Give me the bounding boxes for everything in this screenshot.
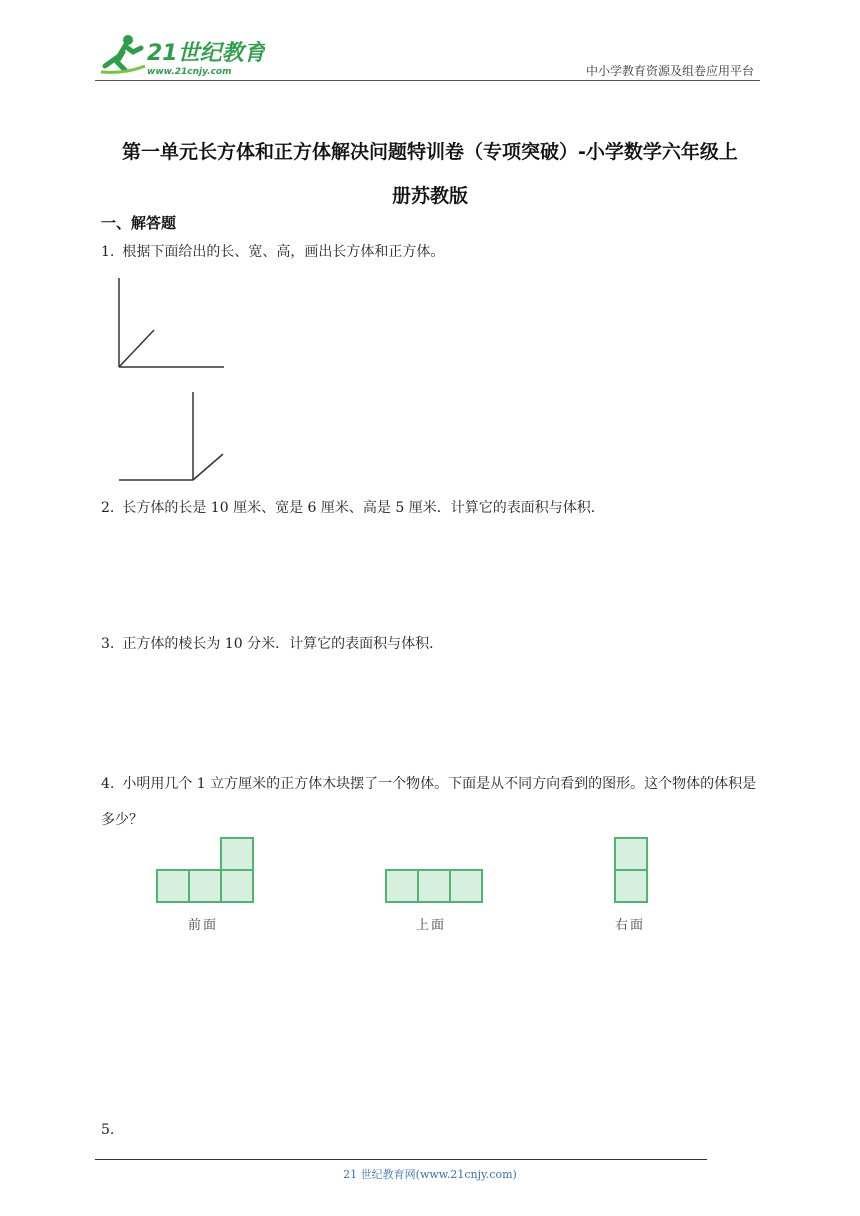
question-number: 2. [101,500,115,516]
question-3 [101,630,766,658]
header-tagline: 中小学教育资源及组卷应用平台 [585,64,754,78]
question-text: 小明用几个 1 立方厘米的正方体木块摆了一个物体。下面是从不同方向看到的图形。这个物体的体积是多少？ [101,776,757,828]
runner-logo-icon [95,30,265,78]
page-title [95,130,765,218]
header-divider [95,80,760,81]
top-view [386,870,482,902]
question-2 [101,494,766,522]
question-number: 4. [101,776,115,792]
cuboid-axes [119,278,224,367]
question-text: 正方体的棱长为 10 分米．计算它的表面积与体积． [122,636,444,652]
site-logo [95,30,265,78]
question-number: 1. [101,244,115,260]
question-4 [101,766,766,838]
section-heading: 一、解答题 [101,214,177,232]
question-1 [101,238,766,266]
page-footer: 21 世纪教育网(www.21cnjy.com) [343,1168,517,1181]
view-shapes [150,832,670,912]
page-header [95,30,760,80]
right-view-label: 右面 [615,918,646,933]
logo-text: 21世纪教育 [147,41,265,66]
question-number: 5. [101,1122,115,1138]
cube-axes [119,392,223,480]
front-view [157,838,253,902]
axes-diagram [100,270,240,485]
question-number: 3. [101,636,115,652]
top-view-label: 上面 [416,918,447,933]
view-diagrams [150,832,670,942]
logo-url: www.21cnjy.com [147,67,232,77]
right-view [615,838,647,902]
front-view-label: 前面 [188,918,219,933]
question-5 [101,1116,766,1144]
title-line-2: 册苏教版 [391,185,468,207]
question-text: 长方体的长是 10 厘米、宽是 6 厘米、高是 5 厘米．计算它的表面积与体积． [122,500,605,516]
footer-divider [95,1159,707,1160]
question-text: 根据下面给出的长、宽、高，画出长方体和正方体。 [122,244,445,260]
title-line-1: 第一单元长方体和正方体解决问题特训卷（专项突破）-小学数学六年级上 [122,141,738,163]
